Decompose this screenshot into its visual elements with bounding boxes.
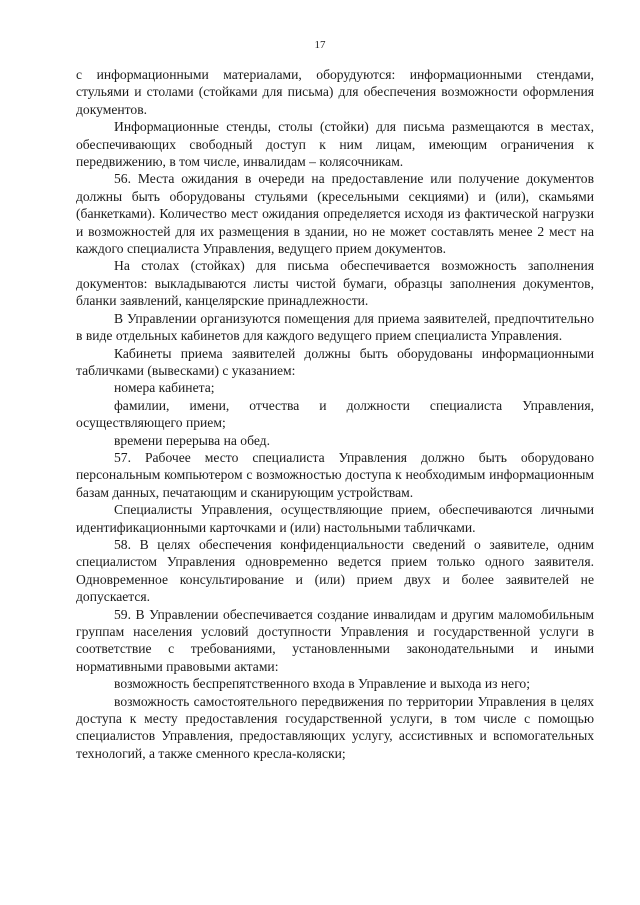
page-number: 17 xyxy=(314,39,326,51)
paragraph: возможность самостоятельного передвижения по территории Управления в целях доступа к месту предоставления государственной услуги, в том числе с помощью специалистов Управления, предоставляющих услугу, ассистивных и вспомогательных технологий, а также сменного кресла-коляски; xyxy=(76,693,594,761)
paragraph: с информационными материалами, оборудуются: информационными стендами, стульями и столами (стойками для письма) для обеспечения возможности оформления документов. xyxy=(76,67,594,117)
document-body xyxy=(76,66,594,762)
paragraph: На столах (стойках) для письма обеспечивается возможность заполнения документов: выкладываются листы чистой бумаги, образцы заполнения документов, бланки заявлений, канцелярские принадлежности. xyxy=(76,258,594,309)
paragraph: Информационные стенды, столы (стойки) для письма размещаются в местах, обеспечивающих свободный доступ к ним лицам, имеющим ограничения к передвижению, в том числе, инвалидам – колясочникам. xyxy=(76,119,594,170)
paragraph: В Управлении организуются помещения для приема заявителей, предпочтительно в виде отдельных кабинетов для каждого ведущего прием специалиста Управления. xyxy=(76,310,594,344)
paragraph: 59. В Управлении обеспечивается создание инвалидам и другим маломобильным группам населения условий доступности Управления и государственной услуги в соответствие с требованиями, установленными законодательными и иными нормативными правовыми актами: xyxy=(76,606,594,674)
paragraph: 57. Рабочее место специалиста Управления должно быть оборудовано персональным компьютером с возможностью доступа к необходимым информационным базам данных, печатающим и сканирующим устройствам. xyxy=(76,449,594,500)
paragraph: Кабинеты приема заявителей должны быть оборудованы информационными табличками (вывесками) с указанием: xyxy=(76,345,594,378)
paragraph: возможность беспрепятственного входа в Управление и выхода из него; xyxy=(114,676,531,692)
paragraph: времени перерыва на обед. xyxy=(114,432,270,448)
paragraph: 56. Места ожидания в очереди на предоставление или получение документов должны быть оборудованы стульями (кресельными секциями) и (или), скамьями (банкетками). Количество мест ожидания определяется исходя из фактической нагрузки и возможностей для их размещения в здании, но не может составлять менее 2 мест на каждого специалиста Управления, ведущего прием документов. xyxy=(76,171,594,257)
paragraph: фамилии, имени, отчества и должности специалиста Управления, осуществляющего прием; xyxy=(76,397,594,431)
paragraph: Специалисты Управления, осуществляющие прием, обеспечиваются личными идентификационными карточками и (или) настольными табличками. xyxy=(76,502,594,535)
paragraph: 58. В целях обеспечения конфиденциальности сведений о заявителе, одним специалистом Управления одновременно ведется прием только одного заявителя. Одновременное консультирование и (или) прием двух и более заявителей не допускается. xyxy=(76,536,594,605)
paragraph: номера кабинета; xyxy=(114,380,215,396)
